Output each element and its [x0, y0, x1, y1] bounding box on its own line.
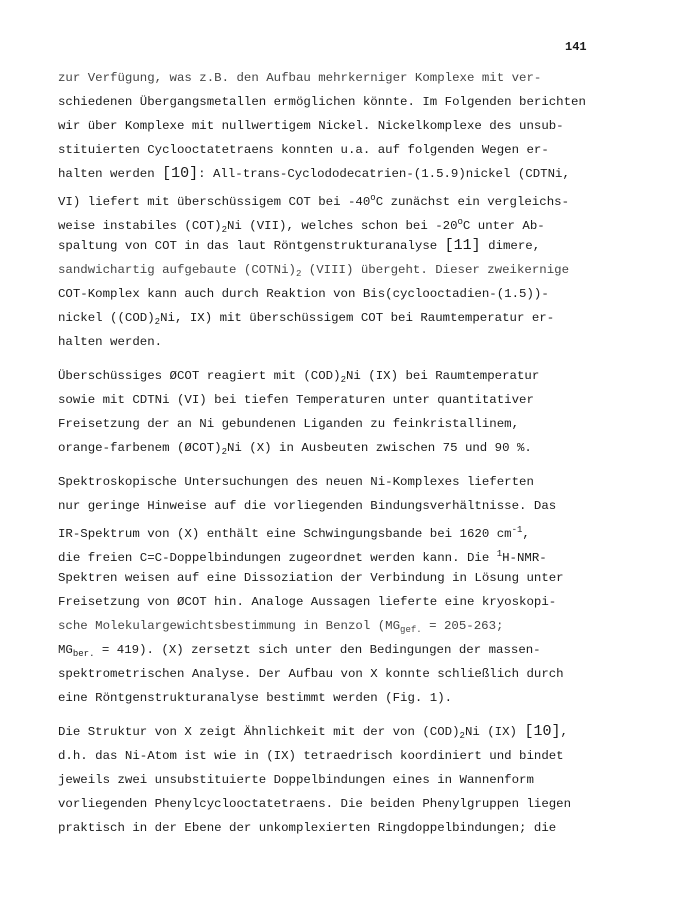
text-line: schiedenen Übergangsmetallen ermöglichen könnte. Im Folgenden berichten — [58, 95, 586, 109]
text-line: Spektroskopische Untersuchungen des neuen Ni-Komplexes lieferten — [58, 475, 534, 489]
text-line: praktisch in der Ebene der unkomplexierten Ringdoppelbindungen; die — [58, 821, 557, 835]
text-line: sowie mit CDTNi (VI) bei tiefen Temperaturen unter quantitativer — [58, 393, 534, 407]
text-line: Überschüssiges ØCOT reagiert mit $(COD)_2Ni$ (IX) bei Raumtemperatur — [58, 369, 540, 385]
text-line: jeweils zwei unsubstituierte Doppelbindungen eines in Wannenform — [58, 773, 534, 787]
body-text — [58, 66, 636, 840]
text-line: d.h. das Ni-Atom ist wie in (IX) tetraedrisch koordiniert und bindet — [58, 749, 564, 763]
text-line: IR-Spektrum von (X) enthält eine Schwingungsbande bei 1620 $cm^{-1}$, — [58, 525, 530, 541]
text-line: halten werden. — [58, 335, 163, 349]
text-line: Die Struktur von X zeigt Ähnlichkeit mit der von $(COD)_2Ni$ (IX) [10], — [58, 723, 568, 741]
text-line: wir über Komplexe mit nullwertigem Nickel. Nickelkomplexe des unsub- — [58, 119, 564, 133]
text-line: zur Verfügung, was z.B. den Aufbau mehrkerniger Komplexe mit ver- — [58, 71, 542, 85]
citation: [10] — [162, 165, 199, 182]
text-line: eine Röntgenstrukturanalyse bestimmt werden (Fig. 1). — [58, 691, 453, 705]
text-line: weise instabiles $(COT)_2Ni$ (VII), welches schon bei -20$^o$C unter Ab- — [58, 217, 545, 235]
text-line: Freisetzung von ØCOT hin. Analoge Aussagen lieferte eine kryoskopi- — [58, 595, 557, 609]
text-line: spektrometrischen Analyse. Der Aufbau von X konnte schließlich durch — [58, 667, 564, 681]
text-line: stituierten Cyclooctatetraens konnten u.a. auf folgenden Wegen er- — [58, 143, 549, 157]
text-line: die freien C=C-Doppelbindungen zugeordnet werden kann. Die $^1$H-NMR- — [58, 549, 547, 565]
text-line: orange-farbenem $(ØCOT)_2Ni$ (X) in Ausbeuten zwischen 75 und 90 %. — [58, 441, 532, 457]
text-line: sandwichartig aufgebaute $(COTNi)_2$ (VIII) übergeht. Dieser zweikernige — [58, 263, 570, 279]
paragraph — [58, 470, 636, 710]
citation: [10] — [524, 723, 561, 740]
text-line: Spektren weisen auf eine Dissoziation der Verbindung in Lösung unter — [58, 571, 564, 585]
text-line: vorliegenden Phenylcyclooctatetraens. Die beiden Phenylgruppen liegen — [58, 797, 572, 811]
text-line: COT-Komplex kann auch durch Reaktion von Bis(cyclooctadien-(1.5))- — [58, 287, 549, 301]
text-line: $MG_{ber.} = 419$). (X) zersetzt sich unter den Bedingungen der massen- — [58, 643, 541, 659]
text-line: halten werden [10]: All-trans-Cyclododecatrien-(1.5.9)nickel (CDTNi, — [58, 165, 570, 182]
paragraph — [58, 364, 636, 460]
text-line: Freisetzung der an Ni gebundenen Liganden zu feinkristallinem, — [58, 417, 520, 431]
text-line: spaltung von COT in das laut Röntgenstrukturanalyse [11] dimere, — [58, 237, 541, 254]
text-line: VI) liefert mit überschüssigem COT bei -40$^o$C zunächst ein vergleichs- — [58, 193, 570, 209]
paragraph — [58, 720, 636, 840]
text-line: nur geringe Hinweise auf die vorliegenden Bindungsverhältnisse. Das — [58, 499, 557, 513]
text-line: sche Molekulargewichtsbestimmung in Benzol ($MG_{gef.} = 205-263$; — [58, 619, 504, 635]
page-number: 141 — [565, 40, 587, 54]
text-line: nickel ($(COD)_2Ni$, IX) mit überschüssigem COT bei Raumtemperatur er- — [58, 311, 555, 327]
paragraph — [58, 66, 636, 354]
citation: [11] — [444, 237, 481, 254]
